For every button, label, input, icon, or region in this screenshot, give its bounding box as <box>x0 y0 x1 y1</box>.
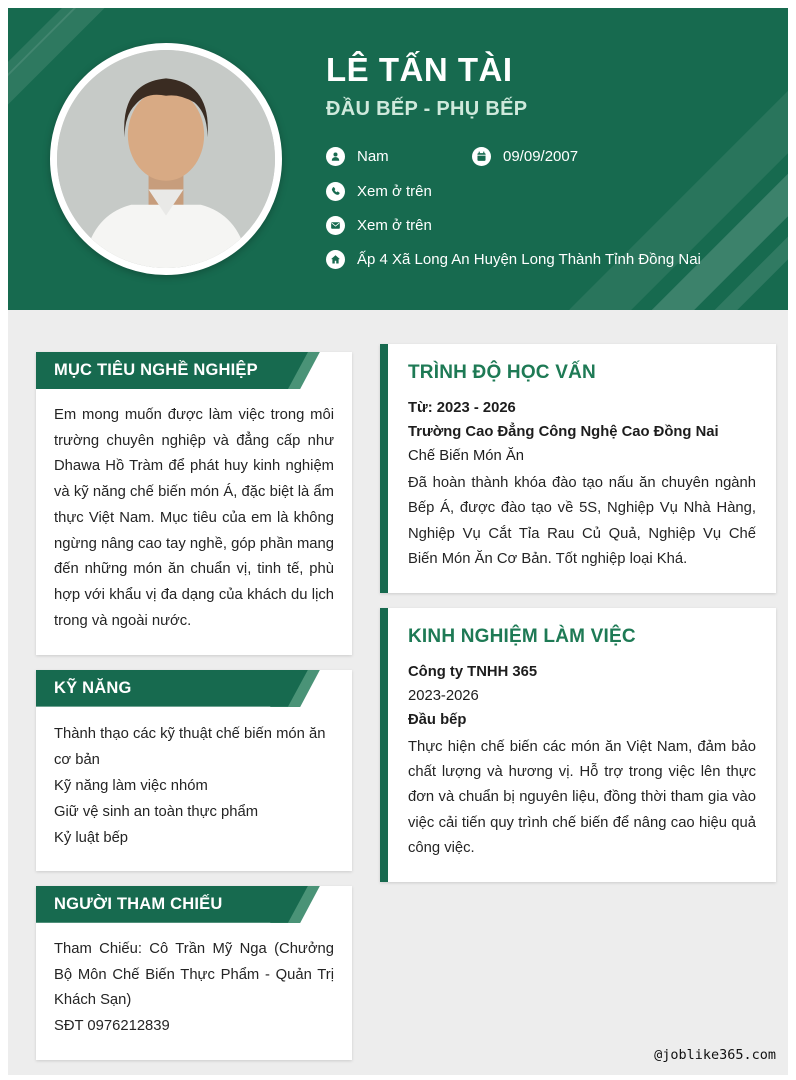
skill-item: Kỹ năng làm việc nhóm <box>54 777 208 794</box>
house-icon <box>326 250 345 269</box>
header-content <box>326 47 752 272</box>
references-heading-banner <box>36 886 308 923</box>
experience-role: Đầu bếp <box>408 711 467 728</box>
profile-photo <box>50 43 282 275</box>
portrait-placeholder-image <box>57 50 275 268</box>
contact-email <box>326 214 752 237</box>
address-value: Ấp 4 Xã Long An Huyện Long Thành Tỉnh Đồng Nai <box>357 251 701 269</box>
person-icon <box>326 147 345 166</box>
gender-value: Nam <box>357 148 389 166</box>
objective-heading: MỤC TIÊU NGHỀ NGHIỆP <box>54 361 258 379</box>
section-references <box>36 886 352 1060</box>
envelope-icon <box>326 216 345 235</box>
contact-list <box>326 145 752 271</box>
right-column <box>380 344 776 897</box>
objective-heading-banner <box>36 352 308 389</box>
contact-gender <box>326 145 472 168</box>
job-title: ĐẦU BẾP - PHỤ BẾP <box>326 98 528 121</box>
experience-description: Thực hiện chế biến các món ăn Việt Nam, đảm bảo chất lượng và hương vị. Hỗ trợ trong việc lên thực đơn và chuẩn bị nguyên liệu, đồng thời tham gia vào việc cải tiến quy trình chế biến để nâng cao hiệu quả công việc. <box>408 738 756 857</box>
education-major: Chế Biến Món Ăn <box>408 447 524 464</box>
section-education <box>380 344 776 593</box>
contact-dob <box>472 145 578 168</box>
calendar-icon <box>472 147 491 166</box>
education-school: Trường Cao Đẳng Công Nghệ Cao Đồng Nai <box>408 423 719 440</box>
references-heading: NGƯỜI THAM CHIẾU <box>54 894 223 913</box>
email-value: Xem ở trên <box>357 216 432 234</box>
skill-item: Kỷ luật bếp <box>54 829 129 846</box>
contact-phone <box>326 180 752 203</box>
skill-item: Giữ vệ sinh an toàn thực phẩm <box>54 803 259 820</box>
cv-body <box>8 310 788 1075</box>
education-description: Đã hoàn thành khóa đào tạo nấu ăn chuyên ngành Bếp Á, được đào tạo về 5S, Nghiệp Vụ Nhà Hàng, Nghiệp Vụ Cắt Tỉa Rau Củ Quả, Nghiệp Vụ Chế Biến Món Ăn Cơ Bản. Tốt nghiệp loại Khá. <box>408 474 756 568</box>
phone-icon <box>326 182 345 201</box>
reference-text: Tham Chiếu: Cô Trần Mỹ Nga (Chưởng Bộ Môn Chế Biến Thực Phẩm - Quản Trị Khách Sạn) <box>54 940 334 1009</box>
education-heading: TRÌNH ĐỘ HỌC VẤN <box>408 362 596 383</box>
section-objective <box>36 352 352 655</box>
dob-value: 09/09/2007 <box>503 148 579 166</box>
phone-value: Xem ở trên <box>357 182 432 200</box>
site-watermark: @joblike365.com <box>654 1046 776 1063</box>
education-period: Từ: 2023 - 2026 <box>408 400 516 416</box>
objective-text: Em mong muốn được làm việc trong môi trường chuyên nghiệp và đẳng cấp như Dhawa Hồ Tràm để phát huy kinh nghiệm và kỹ năng chế biến món Á, đặc biệt là ẩm thực Việt Nam. Mục tiêu của em là không ngừng nâng cao tay nghề, góp phần mang đến những món ăn chuẩn vị, tinh tế, phù hợp với khẩu vị đa dạng của khách du lịch trong và ngoài nước. <box>54 407 334 629</box>
left-column <box>36 352 352 1075</box>
header <box>8 8 788 310</box>
candidate-name: LÊ TẤN TÀI <box>326 50 513 88</box>
skills-heading-banner <box>36 670 308 707</box>
reference-phone: SĐT 0976212839 <box>54 1017 170 1034</box>
contact-row <box>326 145 752 168</box>
skill-item: Thành thạo các kỹ thuật chế biến món ăn cơ bản <box>54 725 326 768</box>
experience-heading: KINH NGHIỆM LÀM VIỆC <box>408 625 636 647</box>
experience-company: Công ty TNHH 365 <box>408 663 538 680</box>
section-skills <box>36 670 352 871</box>
experience-period: 2023-2026 <box>408 687 479 704</box>
section-experience <box>380 608 776 882</box>
skills-heading: KỸ NĂNG <box>54 678 132 697</box>
contact-address <box>326 248 752 271</box>
